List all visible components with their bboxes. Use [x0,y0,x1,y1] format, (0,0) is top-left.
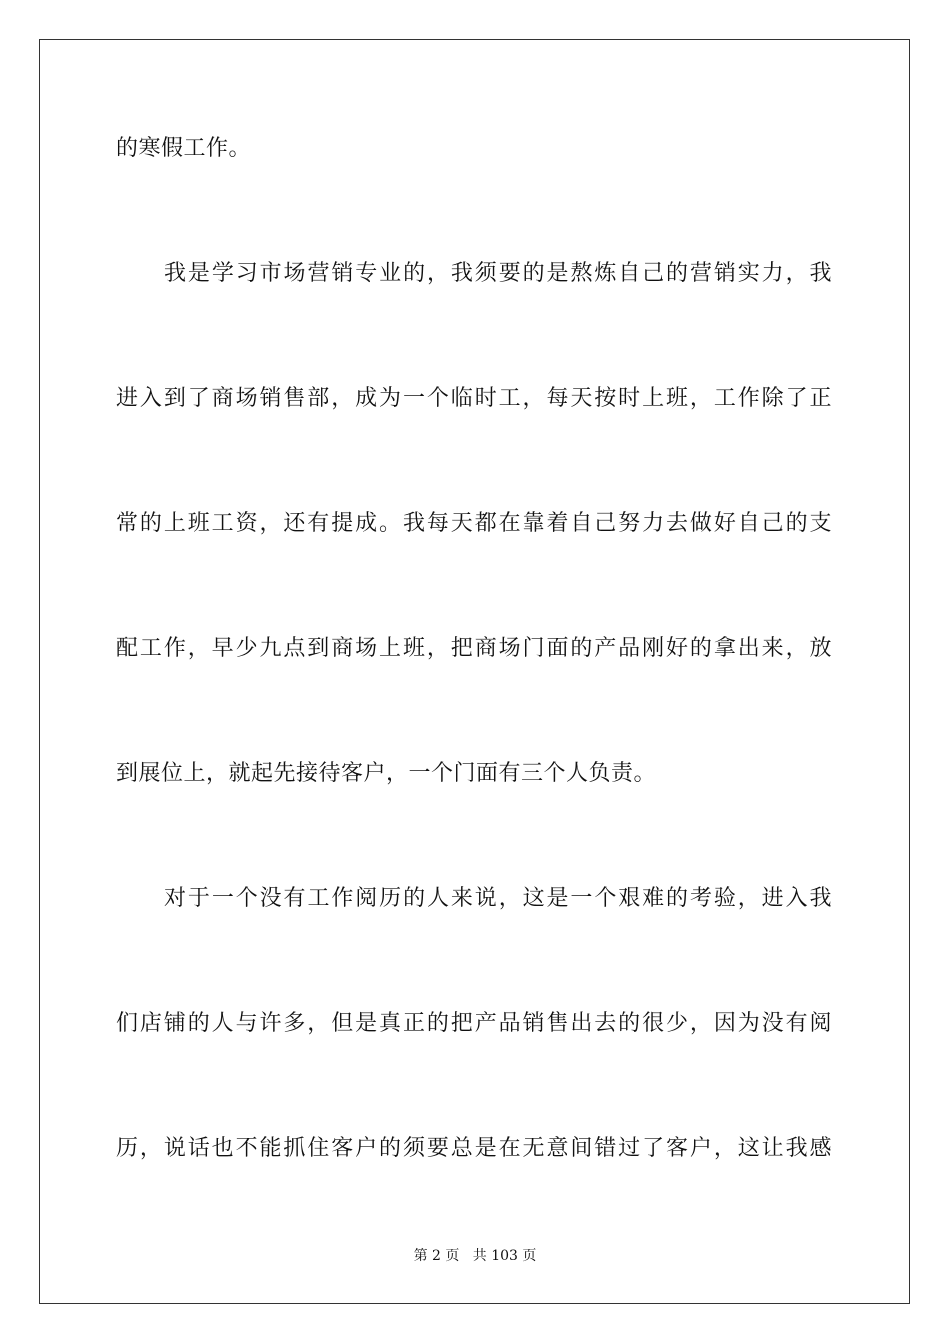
text-line-3: 进入到了商场销售部，成为一个临时工，每天按时上班，工作除了正 [116,386,832,411]
text-line-1: 的寒假工作。 [116,136,252,161]
page-border [39,39,910,1304]
text-line-4: 常的上班工资，还有提成。我每天都在靠着自己努力去做好自己的支 [116,511,832,536]
text-line-8: 们店铺的人与许多，但是真正的把产品销售出去的很少，因为没有阅 [116,1011,832,1036]
page-footer [0,1246,950,1266]
text-line-6: 到展位上，就起先接待客户，一个门面有三个人负责。 [116,761,657,786]
text-line-7: 对于一个没有工作阅历的人来说，这是一个艰难的考验，进入我 [164,886,832,911]
text-line-9: 历，说话也不能抓住客户的须要总是在无意间错过了客户，这让我感 [116,1136,832,1161]
page-total: 共 103 页 [472,1248,537,1264]
text-line-2: 我是学习市场营销专业的，我须要的是熬炼自己的营销实力，我 [164,261,832,286]
page-number: 第 2 页 [413,1248,460,1264]
text-line-5: 配工作，早少九点到商场上班，把商场门面的产品刚好的拿出来，放 [116,636,832,661]
